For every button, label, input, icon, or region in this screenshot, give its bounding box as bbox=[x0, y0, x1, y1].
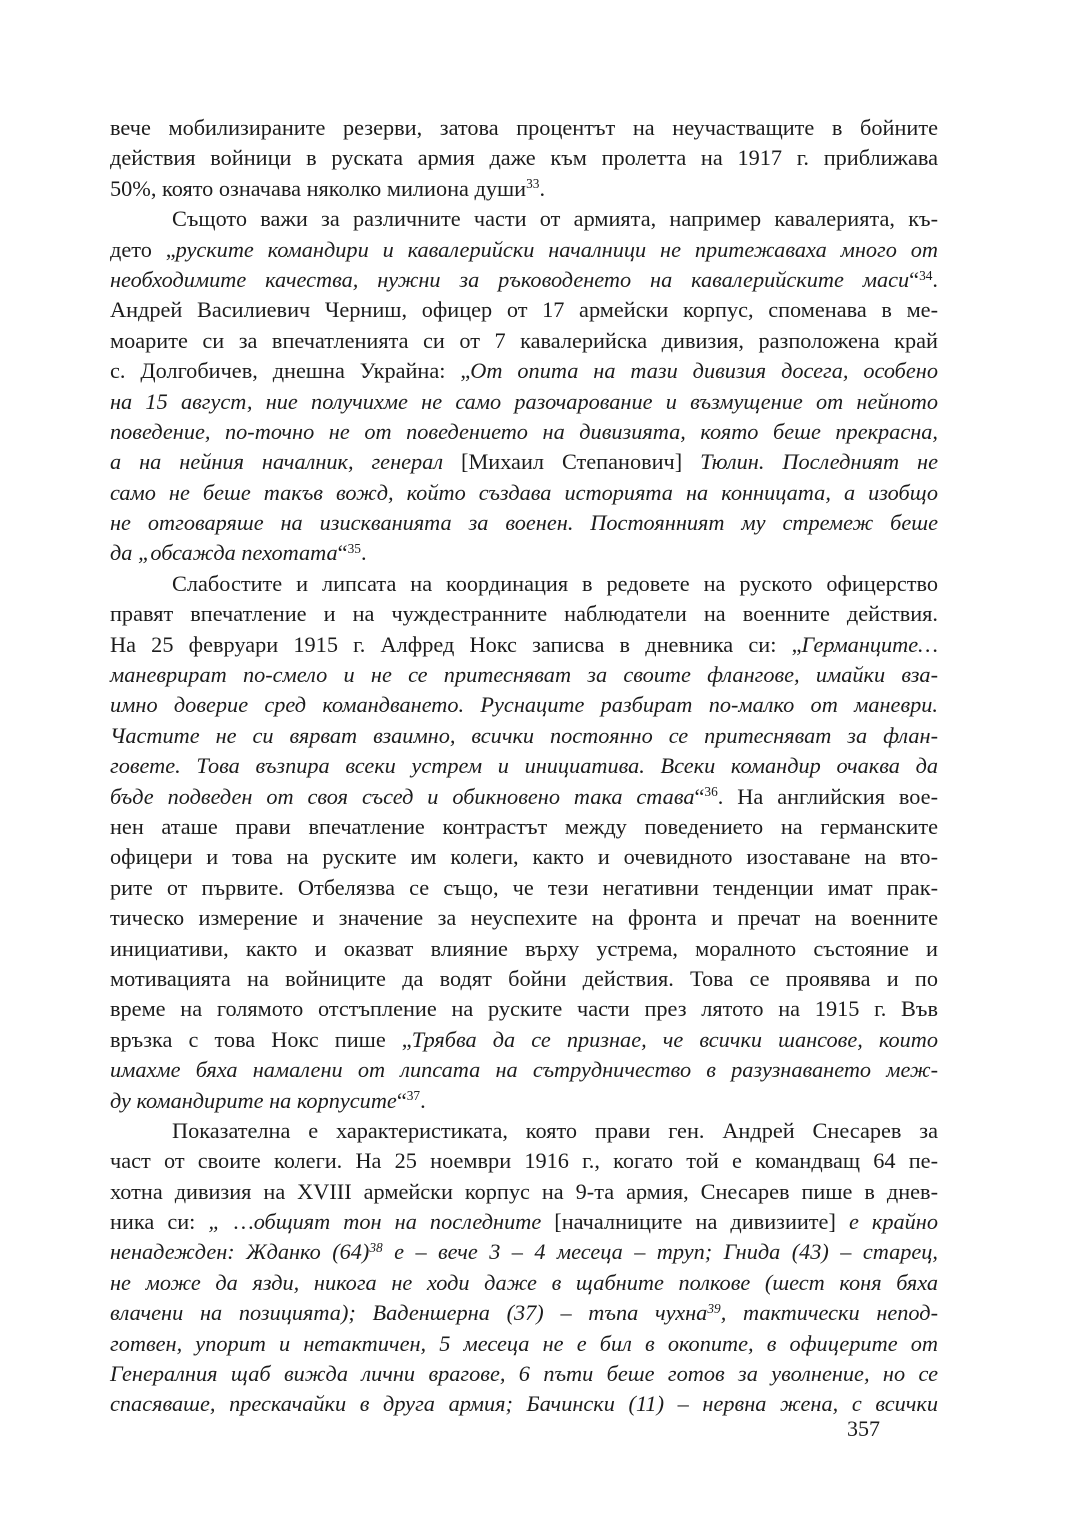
text-line bbox=[110, 599, 938, 629]
text-line bbox=[110, 1207, 938, 1237]
plain-text: връзка с това Нокс пише „ bbox=[110, 1026, 412, 1052]
text-line bbox=[110, 812, 938, 842]
text-line bbox=[110, 417, 938, 447]
quote-text: необходимите качества, нужни за ръководенето на кавалерийските маси bbox=[110, 266, 910, 292]
plain-text: [Михаил Степанович] bbox=[461, 449, 701, 475]
plain-text: Същото важи за различните части от армията, например кавалерията, къ- bbox=[172, 206, 938, 232]
plain-text: правят впечатление и на чуждестранните наблюдатели на военните действия. bbox=[110, 601, 938, 627]
text-line bbox=[110, 538, 938, 568]
plain-text: действия войници в руската армия даже към пролетта на 1917 г. приближава bbox=[110, 145, 938, 171]
plain-text: дето „ bbox=[110, 236, 176, 262]
quote-text: Германците… bbox=[801, 631, 938, 657]
text-line bbox=[110, 326, 938, 356]
quote-text: имно доверие сред командването. Руснаците разбират по-малко от маневри. bbox=[110, 692, 938, 718]
text-line bbox=[110, 174, 938, 204]
plain-text: нен аташе прави впечатление контрастът между поведението на германските bbox=[110, 813, 938, 839]
page-number: 357 bbox=[847, 1416, 880, 1441]
text-line bbox=[110, 295, 938, 325]
quote-text: не отговаряше на изискванията за военен. Постоянният му стремеж беше bbox=[110, 510, 938, 536]
plain-text: [началниците на дивизиите] bbox=[554, 1209, 849, 1235]
text-line bbox=[110, 1329, 938, 1359]
plain-text: мотивацията на войниците да водят бойни действия. Това се проявява и по bbox=[110, 965, 938, 991]
text-line bbox=[110, 204, 938, 234]
text-line bbox=[110, 751, 938, 781]
text-line bbox=[110, 903, 938, 933]
text-line bbox=[110, 1237, 938, 1267]
plain-text: . bbox=[932, 266, 938, 292]
text-line bbox=[110, 1086, 938, 1116]
quote-text: Тюлин. Последният не bbox=[700, 449, 938, 475]
text-line bbox=[110, 964, 938, 994]
plain-text: 50%, която означава няколко милиона души bbox=[110, 175, 527, 201]
text-line bbox=[110, 143, 938, 173]
quote-text: , тактически непод- bbox=[720, 1300, 938, 1326]
quote-text: руските командири и кавалерийски началници не притежаваха много от bbox=[175, 236, 938, 262]
text-line bbox=[110, 1359, 938, 1389]
footnote-ref: 33 bbox=[526, 176, 540, 192]
plain-text: . bbox=[420, 1087, 426, 1113]
footnote-ref: 35 bbox=[347, 541, 361, 557]
quote-text: само не беше такъв вожд, който създава историята на конницата, а изобщо bbox=[110, 479, 938, 505]
quote-text: Частите не си вярват взаимно, всички постоянно се притесняват за флан- bbox=[110, 722, 938, 748]
plain-text: ника си: bbox=[110, 1209, 209, 1235]
quote-text: е – вече 3 – 4 месеца – труп; Гнида (43) – старец, bbox=[382, 1239, 939, 1265]
plain-text: време на голямото отстъпление на руските части през лятото на 1915 г. Във bbox=[110, 996, 938, 1022]
quote-text: не може да язди, никога не ходи даже в щабните полкове (шест коня бяха bbox=[110, 1269, 938, 1295]
quote-text: да „обсажда пехотата bbox=[110, 540, 338, 566]
text-line bbox=[110, 782, 938, 812]
text-line bbox=[110, 873, 938, 903]
quote-text: ненадежден: Жданко (64) bbox=[110, 1239, 370, 1265]
text-line bbox=[110, 1177, 938, 1207]
plain-text: инициативи, както и оказват влияние върху устрема, моралното състояние и bbox=[110, 935, 938, 961]
text-line bbox=[110, 934, 938, 964]
quote-text: маневрират по-смело и не се притесняват за своите флангове, имайки вза- bbox=[110, 662, 938, 688]
plain-text: част от своите колеги. На 25 ноември 1916 г., когато той е командващ 64 пе- bbox=[110, 1148, 938, 1174]
quote-text: Трябва да се признае, че всички шансове, които bbox=[411, 1026, 939, 1052]
text-line bbox=[110, 478, 938, 508]
plain-text: “ bbox=[396, 1087, 407, 1113]
plain-text: “ bbox=[337, 540, 348, 566]
plain-text: тическо измерение и значение за неуспехите на фронта и пречат на военните bbox=[110, 905, 938, 931]
footnote-ref: 34 bbox=[919, 267, 933, 283]
text-line bbox=[110, 1298, 938, 1328]
text-line bbox=[110, 569, 938, 599]
text-line bbox=[110, 630, 938, 660]
text-line bbox=[110, 235, 938, 265]
quote-text: е крайно bbox=[848, 1209, 938, 1235]
quote-text: влачени на позицията); Ваденшерна (37) – тъпа чухна bbox=[110, 1300, 708, 1326]
body-text bbox=[110, 113, 938, 1420]
plain-text: Слабостите и липсата на координация в редовете на руското офицерство bbox=[172, 570, 938, 596]
footnote-ref: 36 bbox=[704, 784, 718, 800]
text-line bbox=[110, 1389, 938, 1419]
text-line bbox=[110, 1146, 938, 1176]
text-line bbox=[110, 508, 938, 538]
plain-text: рите от първите. Отбелязва се също, че тези негативни тенденции имат прак- bbox=[110, 874, 938, 900]
plain-text: хотна дивизия на XVIII армейски корпус на 9-та армия, Снесарев пише в днев- bbox=[110, 1178, 938, 1204]
quote-text: поведение, по-точно не от поведението на дивизията, която беше прекрасна, bbox=[110, 418, 938, 444]
plain-text: На 25 февруари 1915 г. Алфред Нокс записва в дневника си: „ bbox=[110, 631, 802, 657]
text-line bbox=[110, 1025, 938, 1055]
quote-text: „ …общият тон на последните bbox=[208, 1209, 555, 1235]
text-line bbox=[110, 447, 938, 477]
text-line bbox=[110, 265, 938, 295]
plain-text: офицери и това на руските им колеги, както и очевидното изоставане на вто- bbox=[110, 844, 938, 870]
plain-text: моарите си за впечатленията си от 7 кавалерийска дивизия, разположена край bbox=[110, 327, 938, 353]
quote-text: От опита на тази дивизия досега, особено bbox=[470, 358, 938, 384]
text-line bbox=[110, 842, 938, 872]
text-line bbox=[110, 387, 938, 417]
quote-text: ду командирите на корпусите bbox=[110, 1087, 397, 1113]
text-line bbox=[110, 1268, 938, 1298]
footnote-ref: 38 bbox=[369, 1240, 383, 1256]
text-line bbox=[110, 113, 938, 143]
plain-text: . bbox=[360, 540, 367, 566]
plain-text: “ bbox=[694, 783, 705, 809]
quote-text: бъде подведен от своя съсед и обикновено така става bbox=[110, 783, 695, 809]
text-line bbox=[110, 721, 938, 751]
footnote-ref: 39 bbox=[707, 1300, 721, 1316]
plain-text: . bbox=[539, 175, 546, 201]
quote-text: спасяваше, прескачайки в друга армия; Бачински (11) – нервна жена, с всички bbox=[110, 1391, 938, 1417]
text-line bbox=[110, 994, 938, 1024]
plain-text: Андрей Василиевич Черниш, офицер от 17 армейски корпус, споменава в ме- bbox=[110, 297, 938, 323]
quote-text: имахме бяха намалени от липсата на сътрудничество в разузнаването меж- bbox=[110, 1057, 938, 1083]
plain-text: “ bbox=[909, 266, 920, 292]
quote-text: готвен, упорит и нетактичен, 5 месеца не е бил в окопите, в офицерите от bbox=[110, 1330, 938, 1356]
quote-text: на 15 август, ние получихме не само разочарование и възмущение от нейното bbox=[110, 388, 938, 414]
plain-text: . На английския вое- bbox=[717, 783, 938, 809]
plain-text: Показателна е характеристиката, която прави ген. Андрей Снесарев за bbox=[172, 1117, 938, 1143]
text-line bbox=[110, 1055, 938, 1085]
text-line bbox=[110, 1116, 938, 1146]
text-line bbox=[110, 356, 938, 386]
plain-text: вече мобилизираните резерви, затова процентът на неучастващите в бойните bbox=[110, 115, 938, 140]
quote-text: Генералния щаб вижда лични врагове, 6 пъти беше готов за уволнение, но се bbox=[110, 1361, 938, 1387]
quote-text: говете. Това възпира всеки устрем и инициатива. Всеки командир очаква да bbox=[110, 753, 938, 779]
plain-text: с. Долгобичев, днешна Украйна: „ bbox=[110, 358, 471, 384]
text-line bbox=[110, 660, 938, 690]
text-line bbox=[110, 690, 938, 720]
footnote-ref: 37 bbox=[406, 1088, 421, 1104]
quote-text: а на нейния началник, генерал bbox=[110, 449, 462, 475]
